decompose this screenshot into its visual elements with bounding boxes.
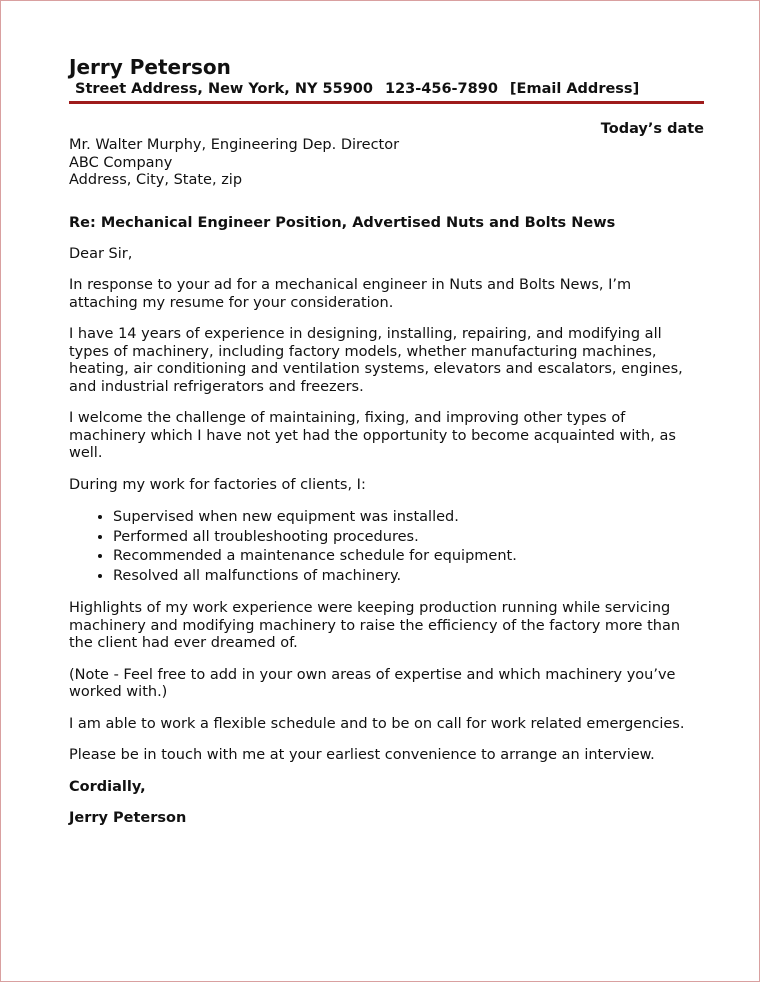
body-paragraph: Please be in touch with me at your earliest convenience to arrange an interview. (69, 747, 655, 763)
recipient-line: Mr. Walter Murphy, Engineering Dep. Director (69, 137, 400, 153)
list-item: • Recommended a maintenance schedule for equipment. (113, 547, 704, 567)
signature: Jerry Peterson (69, 810, 187, 826)
salutation: Dear Sir, (69, 245, 133, 262)
closing: Cordially, (69, 778, 146, 795)
letter-content (69, 54, 704, 828)
body-paragraph: During my work for factories of clients, I: (69, 476, 366, 493)
body-paragraph: I have 14 years of experience in designing, installing, repairing, and modifying all types of machinery, including factory models, whether manufacturing machines, heating, air conditioning and ventilation systems, elevators and escalators, engines, and industrial refrigerators and freezers. (69, 326, 683, 395)
recipient-block (69, 137, 704, 190)
list-item: • Supervised when new equipment was installed. (113, 508, 704, 528)
email-address: [Email Address] (509, 81, 640, 97)
recipient-line: Address, City, State, zip (69, 172, 243, 188)
list-item: • Resolved all malfunctions of machinery. (113, 567, 704, 587)
body-paragraph: Highlights of my work experience were keeping production running while servicing machinery and modifying machinery to raise the efficiency of the factory more than the client had ever dreamed of. (69, 600, 681, 651)
phone-number: 123-456-7890 (384, 81, 498, 97)
subject-line: Re: Mechanical Engineer Position, Advertised Nuts and Bolts News (69, 214, 616, 231)
body-paragraph: In response to your ad for a mechanical engineer in Nuts and Bolts News, I’m attaching my resume for your consideration. (69, 277, 632, 311)
duties-list (69, 508, 704, 586)
contact-line (69, 80, 704, 104)
street-address: Street Address, New York, NY 55900 (75, 81, 373, 97)
sender-name: Jerry Peterson (69, 55, 231, 79)
letter-date: Today’s date (600, 121, 704, 137)
body-paragraph: (Note - Feel free to add in your own areas of expertise and which machinery you’ve worked with.) (69, 666, 676, 700)
list-item: • Performed all troubleshooting procedures. (113, 528, 704, 548)
body-paragraph: I welcome the challenge of maintaining, fixing, and improving other types of machinery which I have not yet had the opportunity to become acquainted with, as well. (69, 410, 676, 461)
body-paragraph: I am able to work a flexible schedule and to be on call for work related emergencies. (69, 715, 685, 732)
recipient-line: ABC Company (69, 154, 173, 171)
